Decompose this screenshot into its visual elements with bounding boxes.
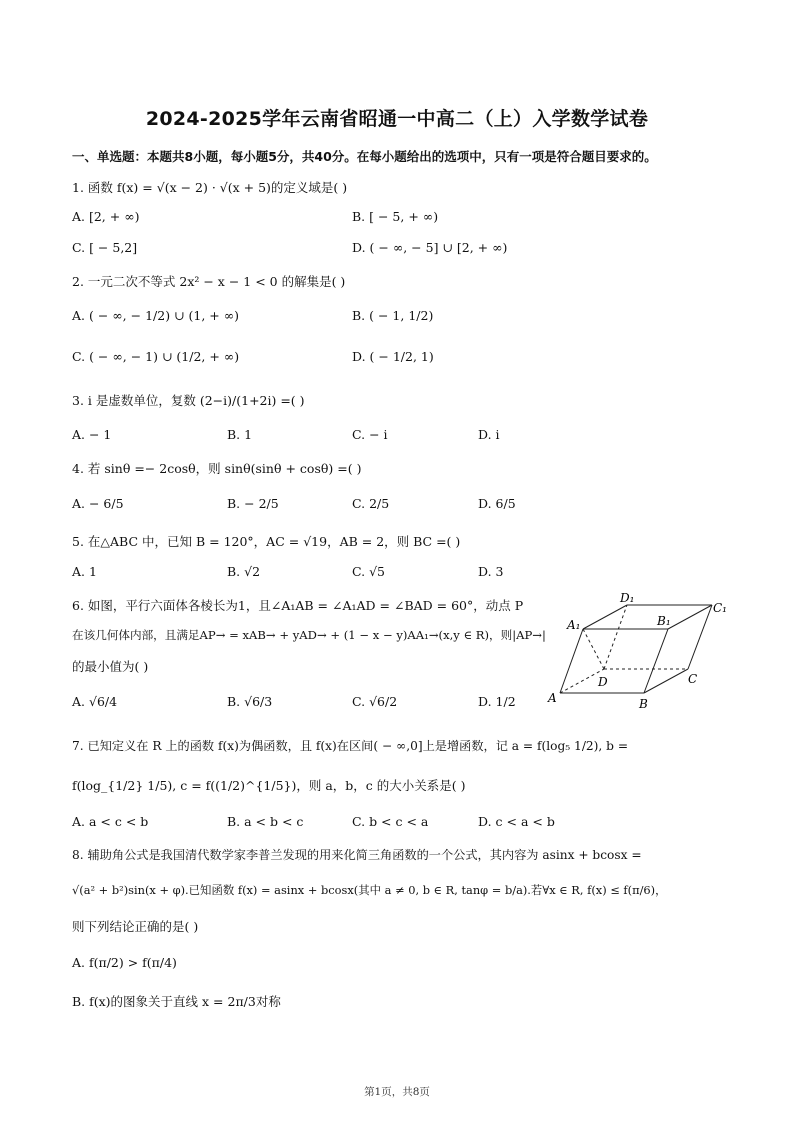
question-6-option-c: C. √6/2 (352, 694, 398, 709)
question-7-option-a: A. a < c < b (72, 814, 149, 829)
edge-c-c1 (688, 605, 712, 669)
question-6-stem-line-3: 的最小值为( ) (72, 659, 149, 674)
question-2-option-c: C. ( − ∞, − 1) ∪ (1/2, + ∞) (72, 349, 240, 364)
question-4-option-d: D. 6/5 (478, 496, 516, 511)
question-8-option-b: B. f(x)的图象关于直线 x = 2π/3对称 (72, 994, 281, 1009)
section-heading: 一、单选题：本题共8小题，每小题5分，共40分。在每小题给出的选项中，只有一项是符合题目要求的。 (72, 149, 657, 164)
edge-a1-d1 (583, 605, 627, 629)
question-2-option-b: B. ( − 1, 1/2) (352, 308, 434, 323)
question-6-option-b: B. √6/3 (227, 694, 273, 709)
question-1-option-d: D. ( − ∞, − 5] ∪ [2, + ∞) (352, 240, 508, 255)
question-3-option-d: D. i (478, 427, 500, 442)
question-7-option-b: B. a < b < c (227, 814, 304, 829)
parallelepiped-figure (540, 588, 740, 713)
question-3-option-b: B. 1 (227, 427, 253, 442)
question-7-stem-line-1: 7. 已知定义在 R 上的函数 f(x)为偶函数，且 f(x)在区间( − ∞,0]上是增函数，记 a = f(log₅ 1/2), b = (72, 739, 629, 753)
question-5-option-d: D. 3 (478, 564, 504, 579)
question-4-stem: 4. 若 sinθ =− 2cosθ，则 sinθ(sinθ + cosθ) =( ) (72, 461, 362, 476)
question-4-option-c: C. 2/5 (352, 496, 390, 511)
question-2-stem: 2. 一元二次不等式 2x² − x − 1 < 0 的解集是( ) (72, 274, 346, 289)
label-d1: D₁ (620, 591, 635, 605)
question-5-option-c: C. √5 (352, 564, 385, 579)
label-b1: B₁ (657, 614, 671, 628)
question-1-option-a: A. [2, + ∞) (72, 209, 140, 224)
question-8-stem-line-2: √(a² + b²)sin(x + φ).已知函数 f(x) = asinx + bcosx(其中 a ≠ 0, b ∈ R, tanφ = b/a).若∀x ∈ R, f(x) ≤ f(π/6)， (72, 883, 667, 897)
label-a: A (548, 691, 557, 705)
question-7-option-d: D. c < a < b (478, 814, 555, 829)
edge-d-a1-hidden (583, 629, 604, 669)
question-7-option-c: C. b < c < a (352, 814, 429, 829)
question-6-option-d: D. 1/2 (478, 694, 516, 709)
question-6-option-a: A. √6/4 (72, 694, 118, 709)
label-b: B (639, 697, 648, 711)
question-8-stem-line-1: 8. 辅助角公式是我国清代数学家李普兰发现的用来化简三角函数的一个公式，其内容为 asinx + bcosx = (72, 848, 642, 862)
question-1-option-c: C. [ − 5,2] (72, 240, 138, 255)
label-a1: A₁ (567, 618, 581, 632)
page-footer: 第1页，共8页 (364, 1086, 430, 1098)
edge-b-b1 (644, 629, 668, 693)
edge-b-c (644, 669, 688, 693)
question-8-option-a: A. f(π/2) > f(π/4) (72, 955, 177, 970)
question-4-option-a: A. − 6/5 (72, 496, 124, 511)
question-6-stem-line-1: 6. 如图，平行六面体各棱长为1，且∠A₁AB = ∠A₁AD = ∠BAD = 60°，动点 P (72, 598, 524, 613)
question-5-option-b: B. √2 (227, 564, 261, 579)
question-4-option-b: B. − 2/5 (227, 496, 279, 511)
question-2-option-a: A. ( − ∞, − 1/2) ∪ (1, + ∞) (72, 308, 240, 323)
edge-c1-b1 (668, 605, 712, 629)
question-1-stem: 1. 函数 f(x) = √(x − 2) · √(x + 5)的定义域是( ) (72, 180, 348, 195)
label-c: C (688, 672, 698, 686)
question-5-stem: 5. 在△ABC 中，已知 B = 120°，AC = √19，AB = 2，则 BC =( ) (72, 534, 461, 549)
edge-a-a1 (560, 629, 583, 693)
page-title: 2024-2025学年云南省昭通一中高二（上）入学数学试卷 (145, 108, 649, 130)
question-3-option-a: A. − 1 (72, 427, 112, 442)
edge-d-d1-hidden (604, 605, 627, 669)
question-7-stem-line-2: f(log_{1/2} 1/5), c = f((1/2)^{1/5})，则 a，b，c 的大小关系是( ) (72, 778, 466, 793)
question-6-stem-line-2: 在该几何体内部，且满足AP→ = xAB→ + yAD→ + (1 − x − y)AA₁→(x,y ∈ R)，则|AP→| (72, 628, 546, 642)
question-3-option-c: C. − i (352, 427, 388, 442)
question-8-stem-line-3: 则下列结论正确的是( ) (72, 919, 199, 934)
label-d: D (598, 675, 608, 689)
question-5-option-a: A. 1 (72, 564, 97, 579)
question-2-option-d: D. ( − 1/2, 1) (352, 349, 434, 364)
label-c1: C₁ (713, 601, 727, 615)
question-1-option-b: B. [ − 5, + ∞) (352, 209, 439, 224)
question-3-stem: 3. i 是虚数单位，复数 (2−i)/(1+2i) =( ) (72, 393, 305, 408)
